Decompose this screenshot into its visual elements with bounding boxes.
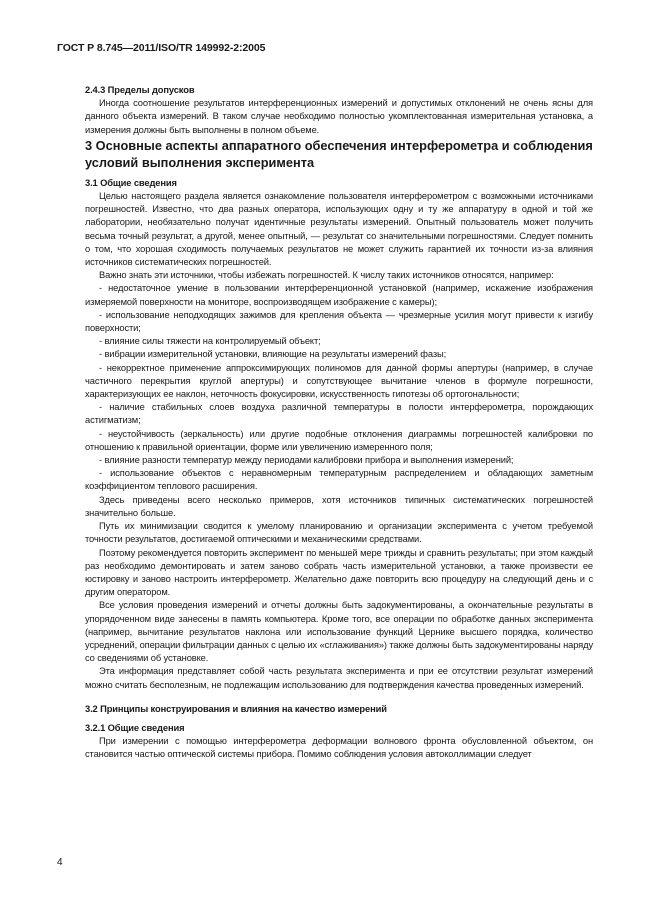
- paragraph: Путь их минимизации сводится к умелому планированию и организации эксперимента с учетом требуемой точности результатов, достигаемой оптическими и механическими средствами.: [85, 521, 593, 545]
- document-body: [85, 78, 593, 762]
- list-item: - недостаточное умение в пользовании интерференционной установкой (например, искажение изображения измеряемой поверхности на мониторе, воспроизводящем изображение с камеры);: [85, 283, 593, 307]
- section-2-4-3-title: 2.4.3 Пределы допусков: [85, 85, 195, 95]
- paragraph: Все условия проведения измерений и отчеты должны быть задокументированы, а окончательные результаты в упорядоченном виде занесены в память компьютера. Кроме того, все операции по обработке данных эксперимента (например, вычитание результатов наклона или использование функций Цернике высшего порядка, количество усреднений, операции фильтрации данных с целью их «сглаживания») также должны быть задокументированы наряду со сведениями об установке.: [85, 600, 593, 664]
- paragraph: Иногда соотношение результатов интерференционных измерений и допустимых отклонений не очень ясны для данного объекта измерений. В таком случае необходимо полностью укомплектованная измерительная установка, а измерения должны быть выполнены в полном объеме.: [85, 98, 593, 135]
- paragraph: Здесь приведены всего несколько примеров, хотя источников типичных систематических погрешностей значительно больше.: [85, 494, 593, 518]
- list-item: - некорректное применение аппроксимирующих полиномов для данной формы апертуры (например, в случае частичного перекрытия круглой апертуры) и сопутствующее вычитание членов в формуле погрешности, характеризующих ее наклон, неточность фокусировки, искусственность гипотезы об ортогональности;: [85, 362, 593, 400]
- list-item: - наличие стабильных слоев воздуха различной температуры в полости интерферометра, порождающих астигматизм;: [85, 402, 593, 426]
- section-3-2-title: 3.2 Принципы конструирования и влияния на качество измерений: [85, 703, 387, 714]
- paragraph: Поэтому рекомендуется повторить эксперимент по меньшей мере трижды и сравнить результаты; при этом каждый раз необходимо демонтировать и затем заново собрать часть измерительной установки, а также произвести ее юстировку и заново настроить интерферометр. Желательно даже повторить всю процедуру на следующий день и с другим оператором.: [85, 547, 593, 598]
- section-3-title: 3 Основные аспекты аппаратного обеспечения интерферометра и соблюдения условий выполнения эксперимента: [85, 137, 593, 170]
- list-item: - влияние силы тяжести на контролируемый объект;: [99, 336, 321, 347]
- paragraph: Эта информация представляет собой часть результата эксперимента и при ее отсутствии результат измерений можно считать бесполезным, не подлежащим использованию для подтверждения качества проведенных измерений.: [85, 666, 593, 690]
- paragraph: Важно знать эти источники, чтобы избежать погрешностей. К числу таких источников относятся, например:: [99, 270, 554, 281]
- list-item: - использование объектов с неравномерным температурным распределением и обладающих заметным коэффициентом теплового расширения.: [85, 468, 593, 492]
- paragraph: Целью настоящего раздела является ознакомление пользователя интерферометром с возможными источниками погрешностей. Известно, что два разных оператора, использующих одну и ту же аппаратуру в одной и той же лаборатории, необязательно получат идентичные результаты измерений. Опытный пользователь может получить весьма точный результат, а другой, менее опытный, — результат со значительными погрешностями. Следует помнить о том, что хорошая сходимость получаемых результатов не может служить гарантией их точности из-за влияния источников систематических погрешностей.: [85, 191, 593, 268]
- document-header: ГОСТ Р 8.745—2011/ISO/TR 149992-2:2005: [57, 42, 266, 54]
- page-number: 4: [57, 857, 63, 868]
- paragraph: При измерении с помощью интерферометра деформации волнового фронта обусловленной объектом, он становится частью оптической системы прибора. Помимо соблюдения условия автоколлимации следует: [85, 736, 593, 760]
- list-item: - неустойчивость (зеркальность) или другие подобные отклонения диаграммы погрешностей калибровки по отношению к правильной ориентации, форме или увеличению измеренного поля;: [85, 428, 593, 452]
- list-item: - влияние разности температур между периодами калибровки прибора и выполнения измерений;: [99, 455, 514, 466]
- list-item: - вибрации измерительной установки, влияющие на результаты измерений фазы;: [99, 349, 447, 360]
- section-3-1-title: 3.1 Общие сведения: [85, 177, 177, 188]
- section-3-2-1-title: 3.2.1 Общие сведения: [85, 722, 185, 733]
- list-item: - использование неподходящих зажимов для крепления объекта — чрезмерные усилия могут привести к изгибу поверхности;: [85, 309, 593, 334]
